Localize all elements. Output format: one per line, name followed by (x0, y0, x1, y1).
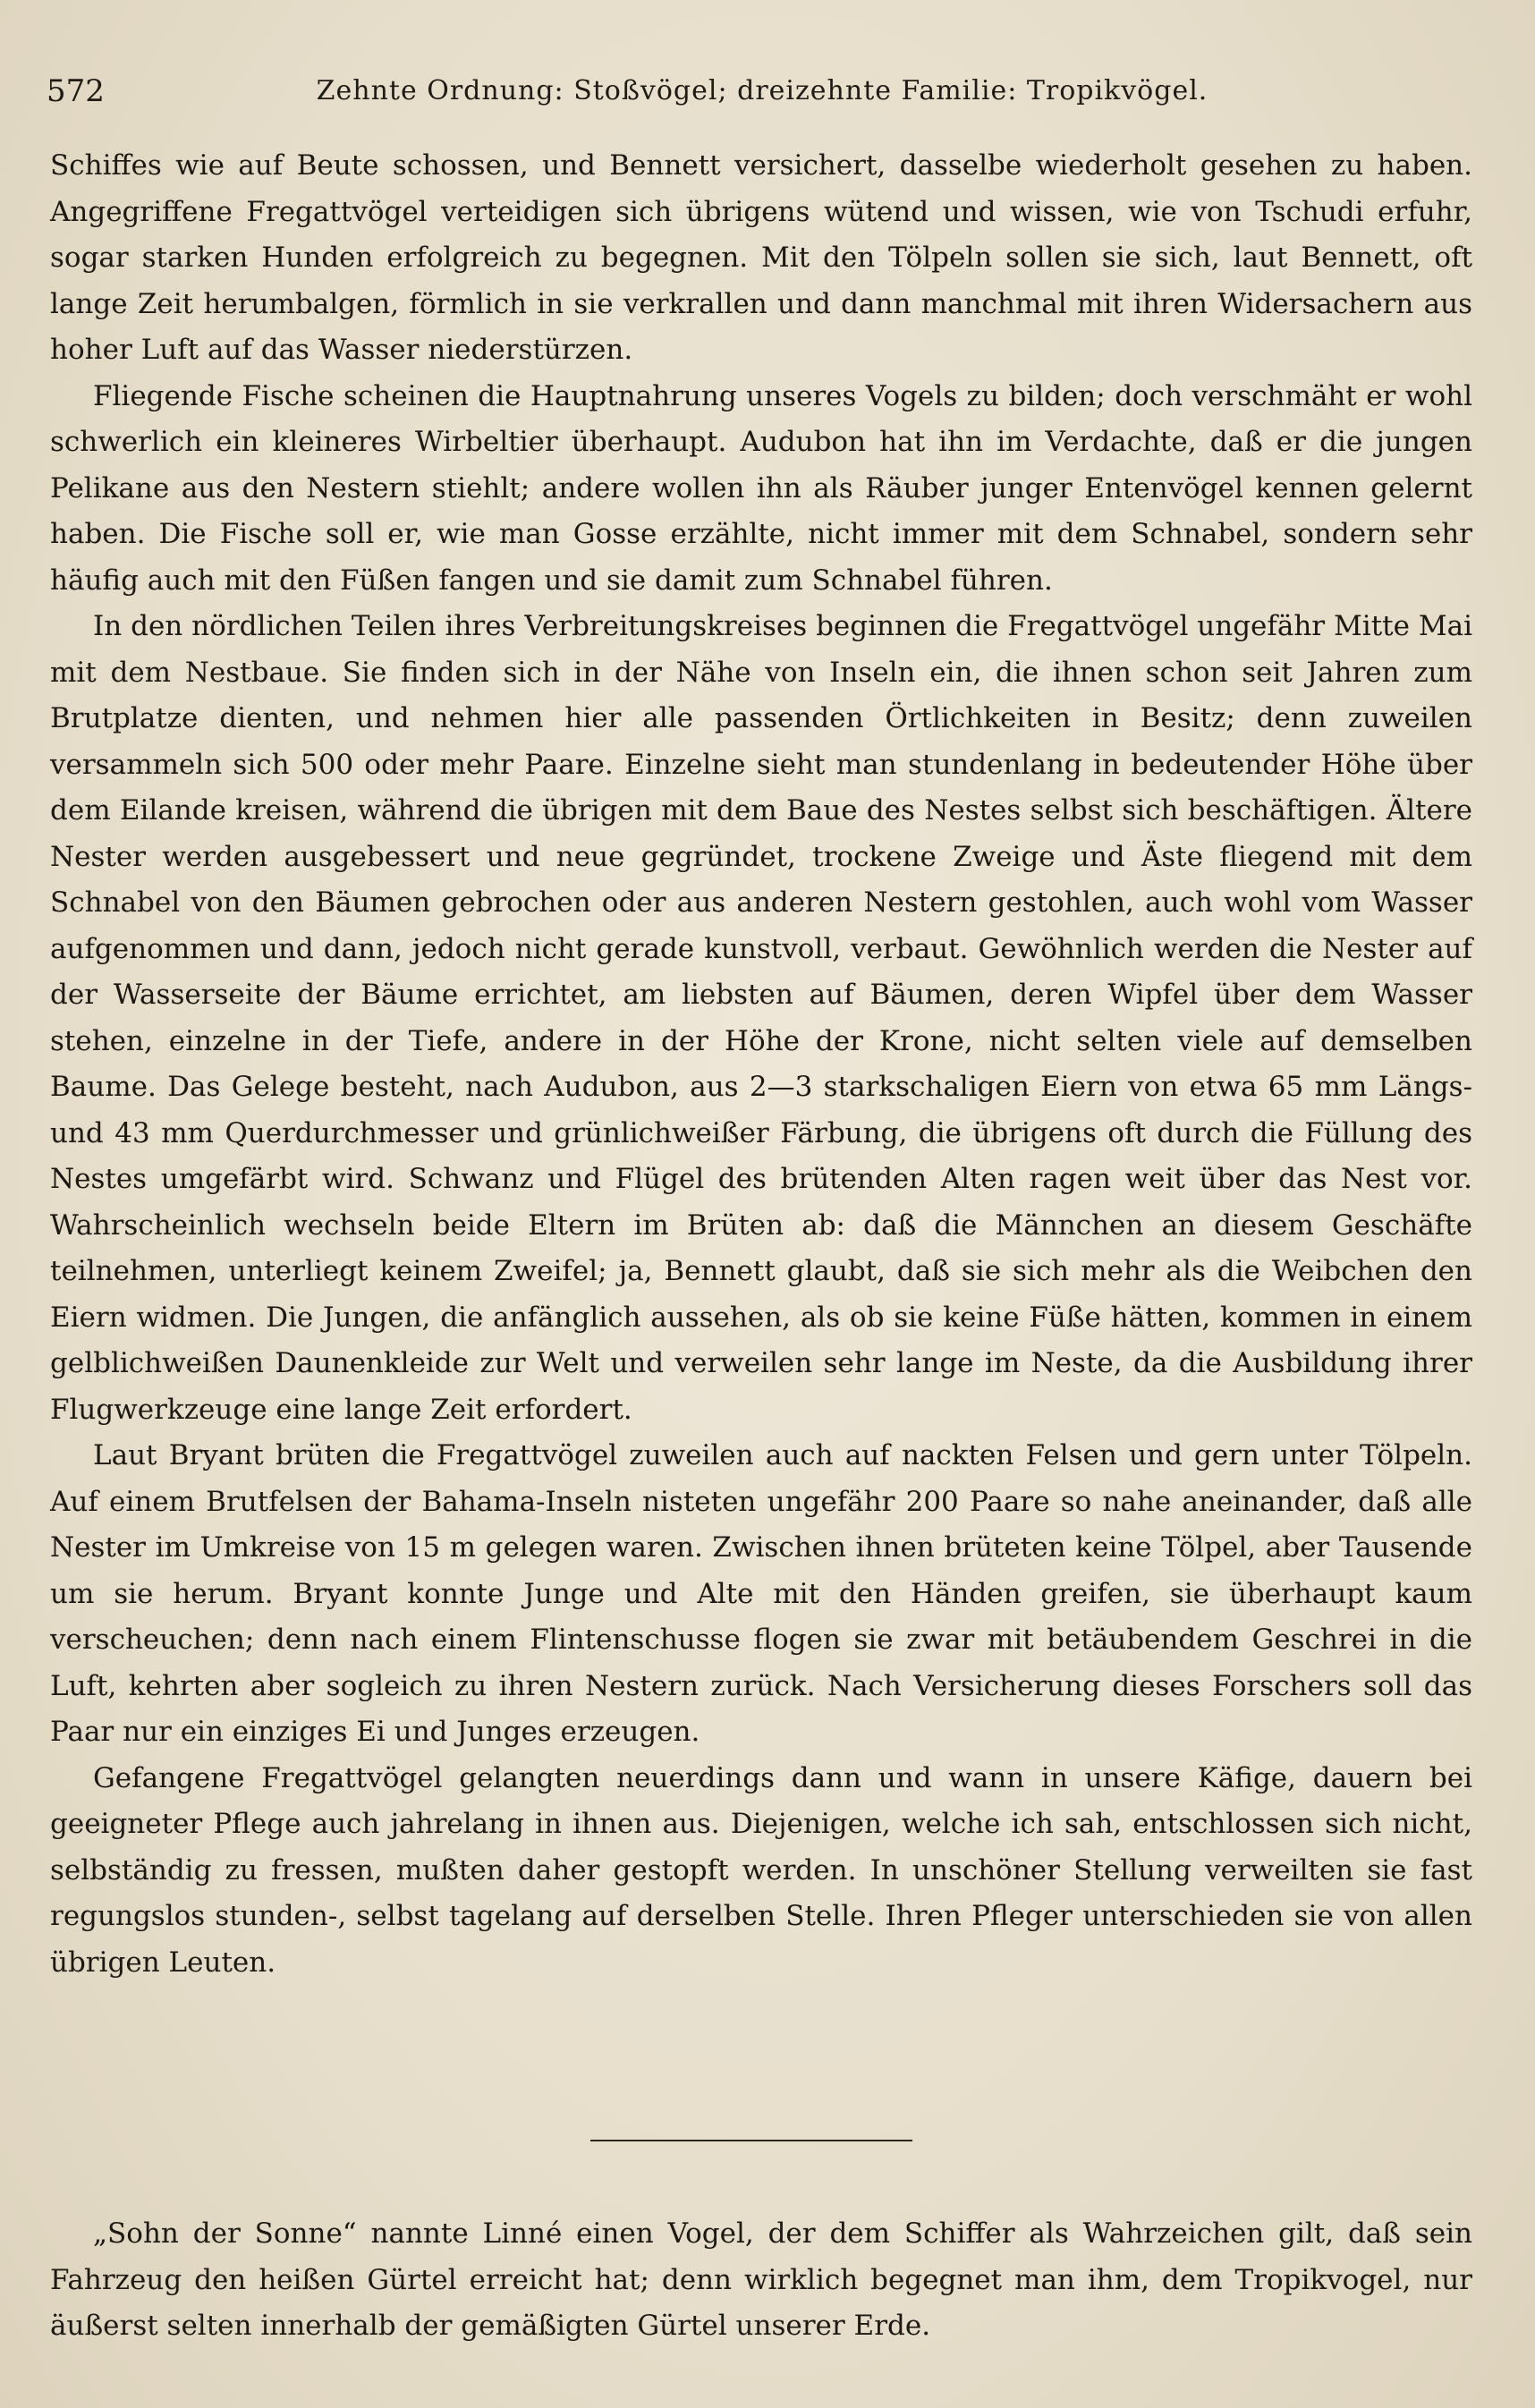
new-section-text (50, 2211, 1472, 2350)
section-divider (590, 2140, 912, 2141)
paragraph-1: Schiffes wie auf Beute schossen, und Bennett versichert, dasselbe wiederholt gesehen zu haben. Angegriffene Fregattvögel verteidigen sich übrigens wütend und wissen, wie von Tschudi erfuhr, sogar starken Hunden erfolgreich zu begegnen. Mit den Tölpeln sollen sie sich, laut Bennett, oft lange Zeit herumbalgen, förmlich in sie verkrallen und dann manchmal mit ihren Widersachern aus hoher Luft auf das Wasser niederstürzen. (50, 149, 1472, 366)
page-number: 572 (47, 73, 105, 109)
running-head (47, 73, 1478, 127)
paragraph-5: Gefangene Fregattvögel gelangten neuerdings dann und wann in unsere Käfige, dauern bei geeigneter Pflege auch jahrelang in ihnen aus. Diejenigen, welche ich sah, entschlossen sich nicht, selbständig zu fressen, mußten daher gestopft werden. In unschöner Stellung verweilten sie fast regungslos stunden-, selbst tagelang auf derselben Stelle. Ihren Pfleger unterschieden sie von allen übrigen Leuten. (50, 1761, 1472, 1979)
paragraph-2: Fliegende Fische scheinen die Hauptnahrung unseres Vogels zu bilden; doch verschmäht er wohl schwerlich ein kleineres Wirbeltier überhaupt. Audubon hat ihn im Verdachte, daß er die jungen Pelikane aus den Nestern stiehlt; andere wollen ihn als Räuber junger Entenvögel kennen gelernt haben. Die Fische soll er, wie man Gosse erzählte, nicht immer mit dem Schnabel, sondern sehr häufig auch mit den Füßen fangen und sie damit zum Schnabel führen. (50, 379, 1472, 597)
paragraph-tropikvogel-intro: „Sohn der Sonne“ nannte Linné einen Vogel, der dem Schiffer als Wahrzeichen gilt, daß sein Fahrzeug den heißen Gürtel erreicht hat; denn wirklich begegnet man ihm, dem Tropikvogel, nur äußerst selten innerhalb der gemäßigten Gürtel unserer Erde. (50, 2217, 1472, 2342)
running-title: Zehnte Ordnung: Stoßvögel; dreizehnte Familie: Tropikvögel. (316, 75, 1208, 106)
paragraph-3: In den nördlichen Teilen ihres Verbreitungskreises beginnen die Fregattvögel ungefähr Mitte Mai mit dem Nestbaue. Sie finden sich in der Nähe von Inseln ein, die ihnen schon seit Jahren zum Brutplatze dienten, und nehmen hier alle passenden Örtlichkeiten in Besitz; denn zuweilen versammeln sich 500 oder mehr Paare. Einzelne sieht man stundenlang in bedeutender Höhe über dem Eilande kreisen, während die übrigen mit dem Baue des Nestes selbst sich beschäftigen. Ältere Nester werden ausgebessert und neue gegründet, trockene Zweige und Äste fliegend mit dem Schnabel von den Bäumen gebrochen oder aus anderen Nestern gestohlen, auch wohl vom Wasser aufgenommen und dann, jedoch nicht gerade kunstvoll, verbaut. Gewöhnlich werden die Nester auf der Wasserseite der Bäume errichtet, am liebsten auf Bäumen, deren Wipfel über dem Wasser stehen, einzelne in der Tiefe, andere in der Höhe der Krone, nicht selten viele auf demselben Baume. Das Gelege besteht, nach Audubon, aus 2—3 starkschaligen Eiern von etwa 65 mm Längs- und 43 mm Querdurchmesser und grünlichweißer Färbung, die übrigens oft durch die Füllung des Nestes umgefärbt wird. Schwanz und Flügel des brütenden Alten ragen weit über das Nest vor. Wahrscheinlich wechseln beide Eltern im Brüten ab: daß die Männchen an diesem Geschäfte teilnehmen, unterliegt keinem Zweifel; ja, Bennett glaubt, daß sie sich mehr als die Weibchen den Eiern widmen. Die Jungen, die anfänglich aussehen, als ob sie keine Füße hätten, kommen in einem gelblichweißen Daunenkleide zur Welt und verweilen sehr lange im Neste, da die Ausbildung ihrer Flugwerkzeuge eine lange Zeit erfordert. (50, 610, 1472, 1426)
paragraph-4: Laut Bryant brüten die Fregattvögel zuweilen auch auf nackten Felsen und gern unter Tölpeln. Auf einem Brutfelsen der Bahama-Inseln nisteten ungefähr 200 Paare so nahe aneinander, daß alle Nester im Umkreise von 15 m gelegen waren. Zwischen ihnen brüteten keine Tölpel, aber Tausende um sie herum. Bryant konnte Junge und Alte mit den Händen greifen, sie überhaupt kaum verscheuchen; denn nach einem Flintenschusse flogen sie zwar mit betäubendem Geschrei in die Luft, kehrten aber sogleich zu ihren Nestern zurück. Nach Versicherung dieses Forschers soll das Paar nur ein einziges Ei und Junges erzeugen. (50, 1439, 1472, 1748)
body-text (50, 143, 1472, 1986)
